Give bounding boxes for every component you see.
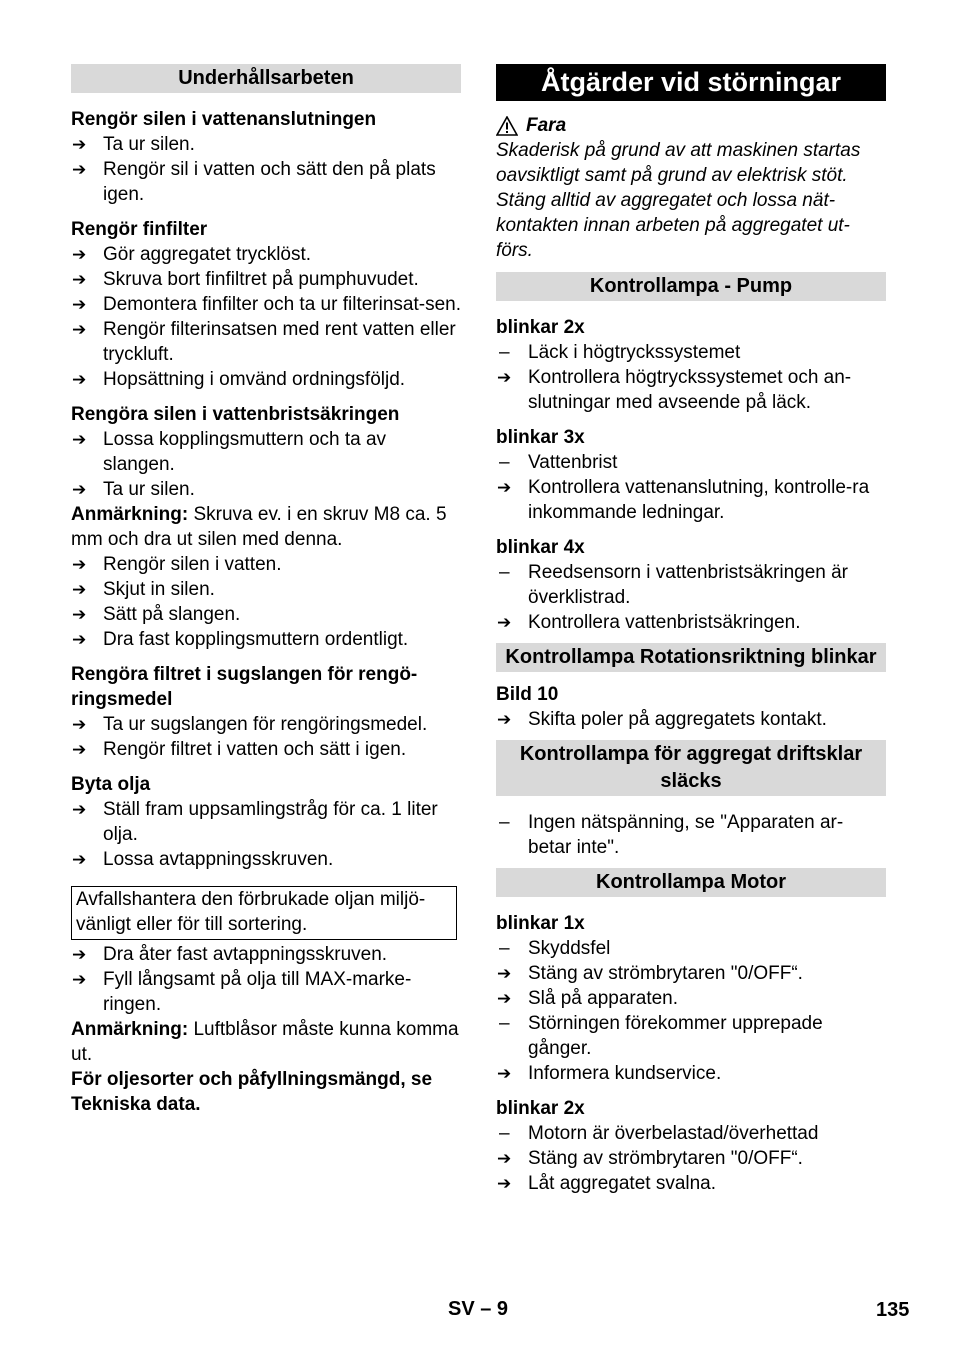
list-item: – Vattenbrist <box>499 452 618 473</box>
list-item: ➔ Rengör filterinsatsen med rent vatten eller tryckluft. <box>72 319 456 365</box>
list-item: ➔ Rengör sil i vatten och sätt den på plats igen. <box>72 159 436 205</box>
note-paragraph: Anmärkning: Skruva ev. i en skruv M8 ca. 5 mm och dra ut silen med denna. <box>71 504 447 550</box>
arrow-right-icon: ➔ <box>72 135 87 154</box>
subheading-fine-filter: Rengör finfilter <box>71 219 208 240</box>
list-item: ➔ Kontrollera vattenbristsäkringen. <box>497 612 801 633</box>
list-item: ➔ Kontrollera vattenanslutning, kontrolle-ra inkommande ledningar. <box>497 477 870 523</box>
list-item: ➔ Fyll långsamt på olja till MAX-marke-ringen. <box>72 969 412 1015</box>
left-column <box>71 64 461 1117</box>
warning-triangle-icon <box>496 116 518 136</box>
arrow-right-icon: ➔ <box>497 613 512 632</box>
arrow-right-icon: ➔ <box>72 430 87 449</box>
list-item: ➔ Slå på apparaten. <box>497 988 679 1009</box>
list-item: ➔ Gör aggregatet trycklöst. <box>72 244 312 265</box>
list-item: – Skyddsfel <box>499 938 611 959</box>
arrow-right-icon: ➔ <box>497 478 512 497</box>
section-header-motor-lamp: Kontrollampa Motor <box>496 868 886 897</box>
arrow-right-icon: ➔ <box>497 1064 512 1083</box>
list-item: – Störningen förekommer upprepade gånger. <box>499 1013 823 1059</box>
dash-bullet-icon: – <box>499 812 510 833</box>
list-item: ➔ Lossa kopplingsmuttern och ta av slangen. <box>72 429 387 475</box>
list-item: ➔ Rengör filtret i vatten och sätt i igen. <box>72 739 407 760</box>
arrow-right-icon: ➔ <box>72 480 87 499</box>
section-header-ready-lamp: Kontrollampa för aggregat driftsklar släcks <box>496 740 886 796</box>
subheading-water-shortage-strainer: Rengöra silen i vattenbristsäkringen <box>71 404 400 425</box>
section-header-rotation-lamp: Kontrollampa Rotationsriktning blinkar <box>496 643 886 672</box>
footer-section-label: SV – 9 <box>448 1298 509 1320</box>
subheading-change-oil: Byta olja <box>71 774 151 795</box>
arrow-right-icon: ➔ <box>72 850 87 869</box>
subheading-strainer-water: Rengör silen i vattenanslutningen <box>71 109 377 130</box>
list-item: ➔ Skifta poler på aggregatets kontakt. <box>497 709 827 730</box>
arrow-right-icon: ➔ <box>72 555 87 574</box>
dash-bullet-icon: – <box>499 1013 510 1034</box>
list-item: ➔ Låt aggregatet svalna. <box>497 1173 717 1194</box>
subheading-blink-1x: blinkar 1x <box>496 913 585 934</box>
list-item: ➔ Sätt på slangen. <box>72 604 241 625</box>
list-item: ➔ Informera kundservice. <box>497 1063 722 1084</box>
dash-bullet-icon: – <box>499 938 510 959</box>
subheading-motor-blink-2x: blinkar 2x <box>496 1098 585 1119</box>
danger-text: Skaderisk på grund av att maskinen startas oavsiktligt samt på grund av elektrisk stöt. Stäng alltid av aggregatet och lossa nät-kontakten innan arbeten på aggregatet ut-förs. <box>496 140 861 261</box>
list-item: ➔ Skruva bort finfiltret på pumphuvudet. <box>72 269 419 290</box>
arrow-right-icon: ➔ <box>497 368 512 387</box>
arrow-right-icon: ➔ <box>497 964 512 983</box>
arrow-right-icon: ➔ <box>497 710 512 729</box>
list-item: – Ingen nätspänning, se "Apparaten ar-betar inte". <box>499 812 844 858</box>
arrow-right-icon: ➔ <box>72 270 87 289</box>
list-item: – Motorn är överbelastad/överhettad <box>499 1123 819 1144</box>
page-title: Åtgärder vid störningar <box>496 64 886 101</box>
list-item: ➔ Skjut in silen. <box>72 579 215 600</box>
list-item: ➔ Lossa avtappningsskruven. <box>72 849 334 870</box>
arrow-right-icon: ➔ <box>497 989 512 1008</box>
arrow-right-icon: ➔ <box>72 320 87 339</box>
arrow-right-icon: ➔ <box>72 630 87 649</box>
arrow-right-icon: ➔ <box>497 1149 512 1168</box>
subheading-blink-2x: blinkar 2x <box>496 317 585 338</box>
arrow-right-icon: ➔ <box>72 605 87 624</box>
list-item: ➔ Ta ur silen. <box>72 479 195 500</box>
subheading-blink-4x: blinkar 4x <box>496 537 585 558</box>
danger-heading: Fara <box>496 113 886 138</box>
arrow-right-icon: ➔ <box>72 295 87 314</box>
subheading-detergent-filter: Rengöra filtret i sugslangen för rengö-ringsmedel <box>71 664 418 710</box>
arrow-right-icon: ➔ <box>72 160 87 179</box>
list-item: ➔ Stäng av strömbrytaren "0/OFF“. <box>497 963 803 984</box>
dash-bullet-icon: – <box>499 342 510 363</box>
right-column <box>496 64 886 1196</box>
list-item: ➔ Rengör silen i vatten. <box>72 554 282 575</box>
list-item: ➔ Ta ur silen. <box>72 134 195 155</box>
dash-bullet-icon: – <box>499 562 510 583</box>
dash-bullet-icon: – <box>499 452 510 473</box>
dash-bullet-icon: – <box>499 1123 510 1144</box>
arrow-right-icon: ➔ <box>72 715 87 734</box>
arrow-right-icon: ➔ <box>72 800 87 819</box>
list-item: ➔ Dra åter fast avtappningsskruven. <box>72 944 388 965</box>
list-item: ➔ Demontera finfilter och ta ur filterinsat-sen. <box>72 294 461 315</box>
list-item: – Reedsensorn i vattenbristsäkringen är överklistrad. <box>499 562 849 608</box>
section-header-maintenance: Underhållsarbeten <box>71 64 461 93</box>
arrow-right-icon: ➔ <box>72 245 87 264</box>
arrow-right-icon: ➔ <box>497 1174 512 1193</box>
oil-reference-note: För oljesorter och påfyllningsmängd, se Tekniska data. <box>71 1069 433 1115</box>
arrow-right-icon: ➔ <box>72 740 87 759</box>
list-item: – Läck i högtryckssystemet <box>499 342 741 363</box>
list-item: ➔ Dra fast kopplingsmuttern ordentligt. <box>72 629 409 650</box>
list-item: ➔ Ställ fram uppsamlingstråg för ca. 1 liter olja. <box>72 799 438 845</box>
note-paragraph: Anmärkning: Luftblåsor måste kunna komma ut. <box>71 1019 459 1065</box>
list-item: ➔ Kontrollera högtryckssystemet och an-slutningar med avseende på läck. <box>497 367 852 413</box>
arrow-right-icon: ➔ <box>72 580 87 599</box>
section-header-pump-lamp: Kontrollampa - Pump <box>496 272 886 301</box>
environment-notice-box: Avfallshantera den förbrukade oljan miljö-vänligt eller för till sortering. <box>71 886 457 940</box>
arrow-right-icon: ➔ <box>72 945 87 964</box>
list-item: ➔ Ta ur sugslangen för rengöringsmedel. <box>72 714 428 735</box>
arrow-right-icon: ➔ <box>72 970 87 989</box>
arrow-right-icon: ➔ <box>72 370 87 389</box>
page-number: 135 <box>876 1299 910 1321</box>
list-item: ➔ Stäng av strömbrytaren "0/OFF“. <box>497 1148 803 1169</box>
subheading-blink-3x: blinkar 3x <box>496 427 585 448</box>
list-item: ➔ Hopsättning i omvänd ordningsföljd. <box>72 369 406 390</box>
subheading-figure-10: Bild 10 <box>496 684 559 705</box>
